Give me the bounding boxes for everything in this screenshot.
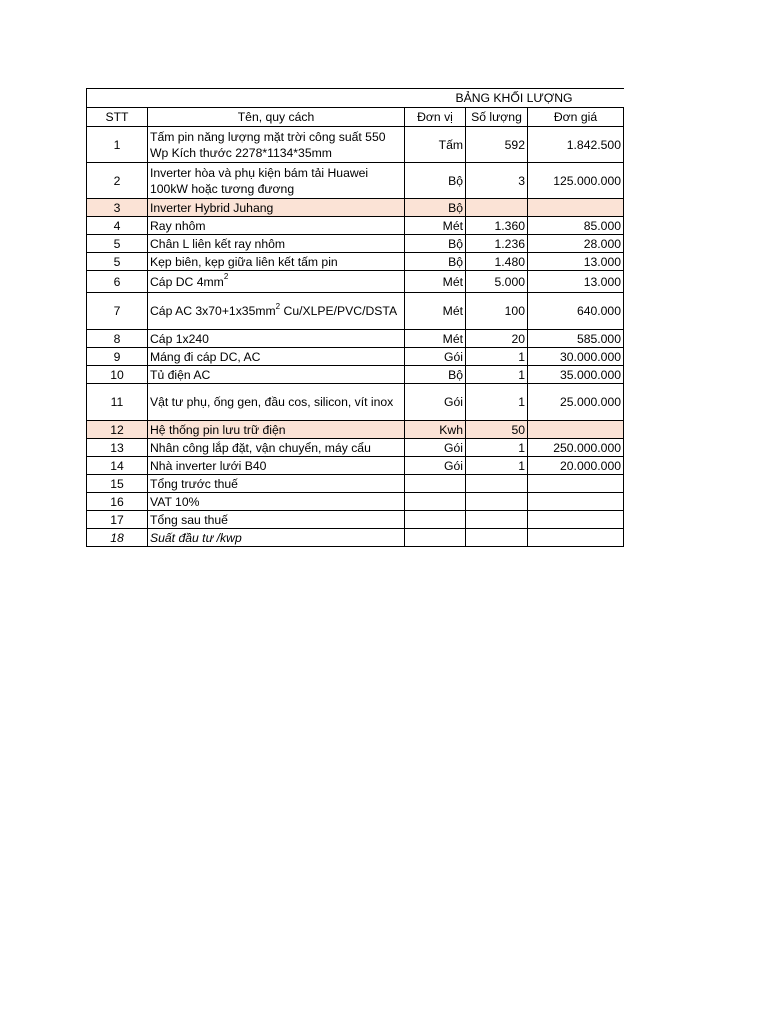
cell-stt: 17 — [87, 511, 148, 529]
table-row-highlighted — [87, 421, 624, 439]
cell-unit: Gói — [405, 439, 466, 457]
header-row — [87, 108, 624, 127]
cell-qty: 1.360 — [466, 217, 528, 235]
cell-unit: Bộ — [405, 163, 466, 199]
cell-price: 13.000 — [528, 253, 624, 271]
cell-unit: Gói — [405, 457, 466, 475]
cell-qty: 100 — [466, 293, 528, 330]
cell-unit: Bộ — [405, 235, 466, 253]
header-name: Tên, quy cách — [148, 108, 405, 127]
cell-stt: 16 — [87, 493, 148, 511]
cell-unit — [405, 511, 466, 529]
cell-price: 125.000.000 — [528, 163, 624, 199]
cell-stt: 10 — [87, 366, 148, 384]
cell-price: 640.000 — [528, 293, 624, 330]
cell-price — [528, 199, 624, 217]
cell-qty: 1 — [466, 457, 528, 475]
cell-price: 28.000 — [528, 235, 624, 253]
cell-name: Vật tư phụ, ống gen, đầu cos, silicon, vít inox — [148, 384, 405, 421]
cell-name-suffix: Cu/XLPE/PVC/DSTA — [280, 304, 398, 318]
cell-qty — [466, 511, 528, 529]
table-row — [87, 253, 624, 271]
cell-unit: Bộ — [405, 199, 466, 217]
cell-name: VAT 10% — [148, 493, 405, 511]
cell-name — [148, 293, 405, 330]
cell-qty: 1.236 — [466, 235, 528, 253]
cell-stt: 15 — [87, 475, 148, 493]
cell-name: Ray nhôm — [148, 217, 405, 235]
cell-qty: 1 — [466, 366, 528, 384]
cell-price — [528, 493, 624, 511]
table-row-total — [87, 475, 624, 493]
cell-price — [528, 529, 624, 547]
cell-unit: Tấm — [405, 127, 466, 163]
table-row — [87, 439, 624, 457]
cell-qty: 1 — [466, 384, 528, 421]
cell-name: Chân L liên kết ray nhôm — [148, 235, 405, 253]
cell-stt: 3 — [87, 199, 148, 217]
cell-price: 585.000 — [528, 330, 624, 348]
cell-name: Kẹp biên, kẹp giữa liên kết tấm pin — [148, 253, 405, 271]
cell-stt: 8 — [87, 330, 148, 348]
cell-stt: 4 — [87, 217, 148, 235]
cell-unit: Mét — [405, 330, 466, 348]
cell-stt: 11 — [87, 384, 148, 421]
cell-price: 20.000.000 — [528, 457, 624, 475]
cell-name: Tủ điện AC — [148, 366, 405, 384]
cell-name: Inverter hòa và phụ kiện bám tải Huawei 100kW hoặc tương đương — [148, 163, 405, 199]
title-row — [87, 89, 624, 108]
header-price: Đơn giá — [528, 108, 624, 127]
cell-unit: Mét — [405, 293, 466, 330]
cell-name: Hệ thống pin lưu trữ điện — [148, 421, 405, 439]
cell-stt: 5 — [87, 253, 148, 271]
cell-qty: 1 — [466, 348, 528, 366]
table-row — [87, 330, 624, 348]
table-row-highlighted — [87, 199, 624, 217]
table-row — [87, 293, 624, 330]
cell-unit: Mét — [405, 271, 466, 293]
cell-qty — [466, 199, 528, 217]
cell-name: Máng đi cáp DC, AC — [148, 348, 405, 366]
table-row — [87, 271, 624, 293]
cell-price: 1.842.500 — [528, 127, 624, 163]
cell-name: Nhà inverter lưới B40 — [148, 457, 405, 475]
cell-stt: 2 — [87, 163, 148, 199]
cell-qty: 3 — [466, 163, 528, 199]
superscript: 2 — [275, 301, 281, 311]
cell-stt: 13 — [87, 439, 148, 457]
cell-name: Nhân công lắp đặt, vận chuyển, máy cẩu — [148, 439, 405, 457]
cell-stt: 18 — [87, 529, 148, 547]
cell-unit — [405, 493, 466, 511]
cell-stt: 5 — [87, 235, 148, 253]
cell-stt: 14 — [87, 457, 148, 475]
cell-price: 35.000.000 — [528, 366, 624, 384]
table-row-investment-rate — [87, 529, 624, 547]
cell-name: Tổng sau thuế — [148, 511, 405, 529]
cell-price — [528, 421, 624, 439]
quantity-table — [86, 88, 624, 547]
table-row-total-after-tax — [87, 511, 624, 529]
table-title: BẢNG KHỐI LƯỢNG — [405, 89, 624, 108]
cell-unit — [405, 475, 466, 493]
table-row — [87, 384, 624, 421]
cell-price: 85.000 — [528, 217, 624, 235]
header-qty: Số lượng — [466, 108, 528, 127]
cell-qty: 592 — [466, 127, 528, 163]
cell-unit: Gói — [405, 384, 466, 421]
cell-price — [528, 511, 624, 529]
cell-name: Tổng trước thuế — [148, 475, 405, 493]
cell-qty — [466, 493, 528, 511]
cell-unit: Kwh — [405, 421, 466, 439]
cell-qty: 5.000 — [466, 271, 528, 293]
cell-stt: 7 — [87, 293, 148, 330]
cell-qty: 1.480 — [466, 253, 528, 271]
table-row-vat — [87, 493, 624, 511]
cell-unit: Gói — [405, 348, 466, 366]
cell-name: Inverter Hybrid Juhang — [148, 199, 405, 217]
cell-price: 25.000.000 — [528, 384, 624, 421]
cell-stt: 6 — [87, 271, 148, 293]
cell-name: Cáp 1x240 — [148, 330, 405, 348]
superscript: 2 — [223, 272, 229, 282]
table-row — [87, 457, 624, 475]
cell-unit: Bộ — [405, 366, 466, 384]
header-unit: Đơn vị — [405, 108, 466, 127]
cell-qty: 20 — [466, 330, 528, 348]
cell-price: 30.000.000 — [528, 348, 624, 366]
header-stt: STT — [87, 108, 148, 127]
cell-qty: 50 — [466, 421, 528, 439]
cell-name: Tấm pin năng lượng mặt trời công suất 550 Wp Kích thước 2278*1134*35mm — [148, 127, 405, 163]
cell-name-text: Cáp DC 4mm — [150, 274, 224, 289]
table-row — [87, 235, 624, 253]
cell-unit — [405, 529, 466, 547]
table-row — [87, 163, 624, 199]
table-row — [87, 217, 624, 235]
cell-name — [148, 271, 405, 293]
cell-name-text: Cáp AC 3x70+1x35mm — [150, 304, 276, 318]
cell-qty — [466, 529, 528, 547]
cell-price — [528, 475, 624, 493]
cell-name: Suất đầu tư /kwp — [148, 529, 405, 547]
table-row — [87, 366, 624, 384]
cell-price: 13.000 — [528, 271, 624, 293]
cell-price: 250.000.000 — [528, 439, 624, 457]
table-row — [87, 348, 624, 366]
cell-stt: 12 — [87, 421, 148, 439]
cell-stt: 1 — [87, 127, 148, 163]
cell-qty — [466, 475, 528, 493]
cell-unit: Bộ — [405, 253, 466, 271]
cell-unit: Mét — [405, 217, 466, 235]
table-row — [87, 127, 624, 163]
cell-stt: 9 — [87, 348, 148, 366]
cell-qty: 1 — [466, 439, 528, 457]
